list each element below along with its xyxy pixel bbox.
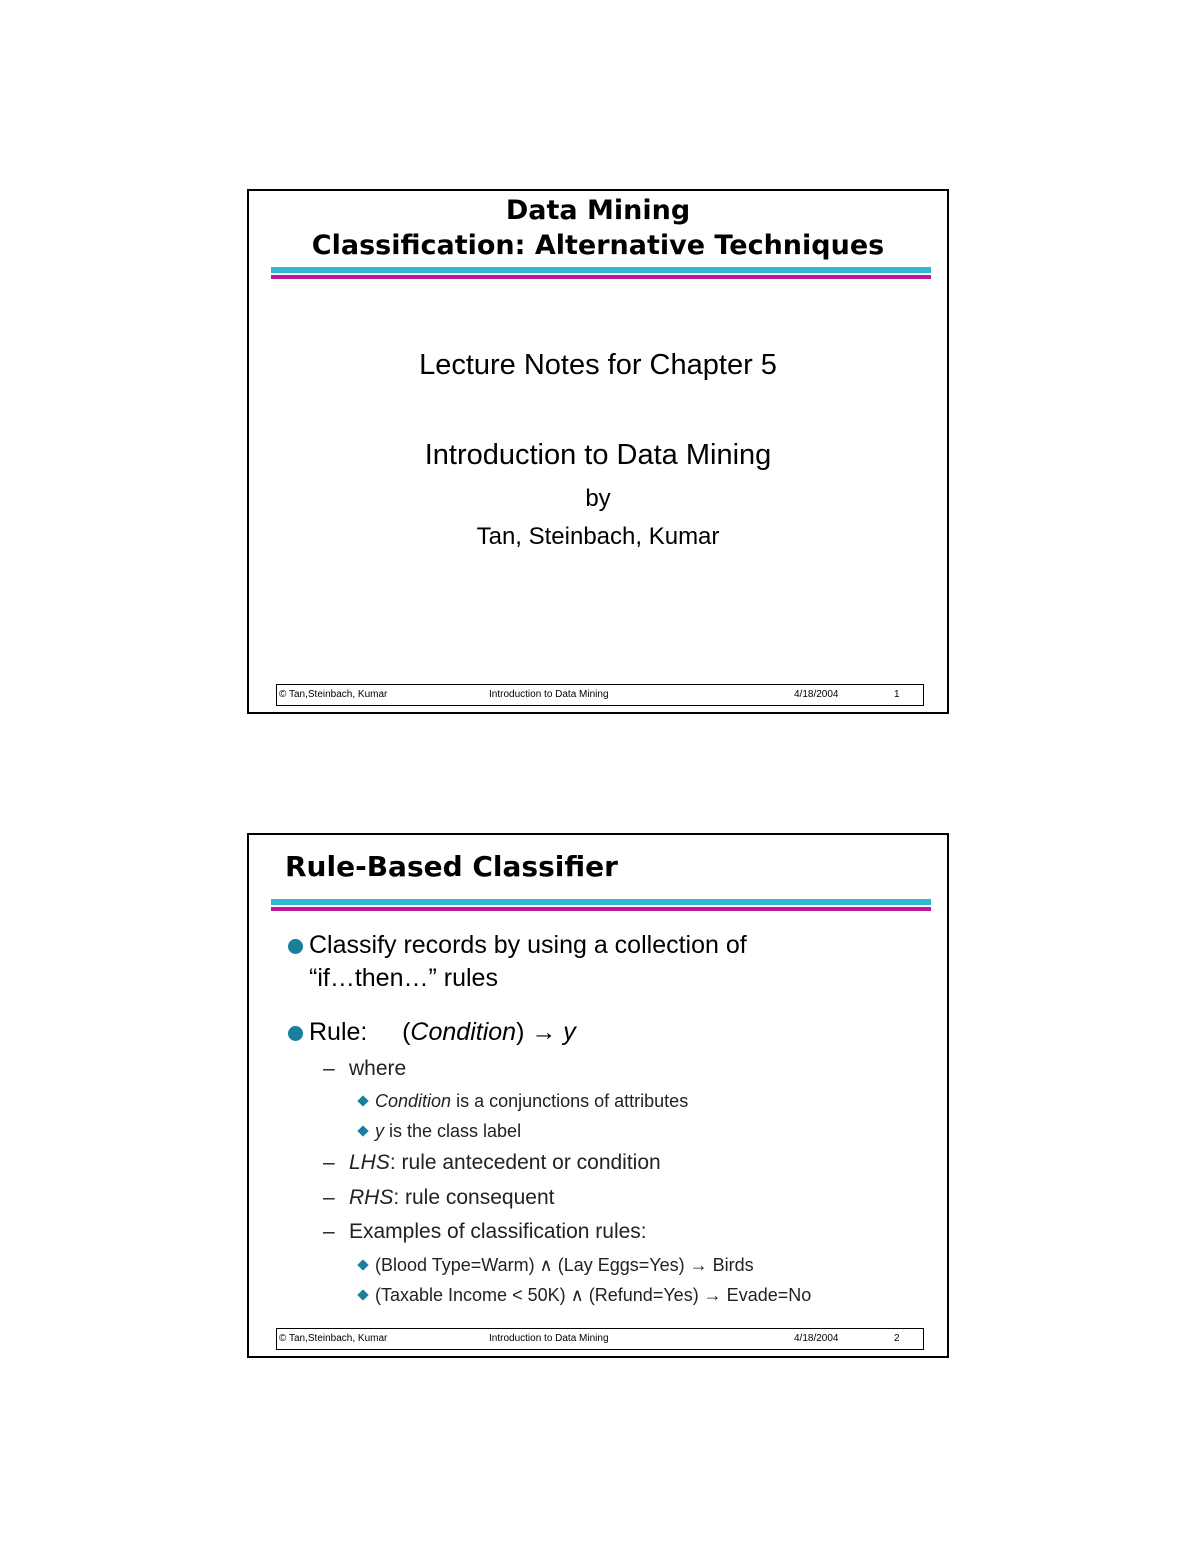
lhs-item: – LHS: rule antecedent or condition (323, 1151, 661, 1174)
slide-footer (276, 1328, 924, 1350)
example-2-text: (Taxable Income < 50K) ∧ (Refund=Yes) → Evade=No (375, 1285, 812, 1305)
slide-1-title-line1: Data Mining (505, 195, 691, 226)
authors: Tan, Steinbach, Kumar (476, 523, 720, 550)
y-item (359, 1119, 521, 1143)
bullet-classify-line1: Classify records by using a collection of (309, 931, 747, 959)
examples-text: Examples of classification rules: (349, 1220, 647, 1243)
slide-2-title: Rule-Based Classifier (285, 850, 618, 883)
diamond-bullet-icon (357, 1125, 368, 1136)
condition-item (359, 1089, 688, 1113)
rhs-term: RHS (349, 1186, 394, 1209)
footer-page-number: 2 (894, 1333, 900, 1344)
example-1 (359, 1253, 754, 1277)
lecture-subtitle: Lecture Notes for Chapter 5 (419, 349, 777, 381)
footer-date: 4/18/2004 (794, 1333, 839, 1344)
example-2 (359, 1283, 811, 1307)
bullet-dot-icon (288, 1026, 303, 1041)
slide-1-title-line2: Classification: Alternative Techniques (311, 230, 885, 261)
rule-y: y (563, 1018, 576, 1046)
condition-desc: is a conjunctions of attributes (451, 1091, 689, 1111)
slide-2 (247, 833, 949, 1358)
where-item: – where (323, 1057, 407, 1080)
rhs-item: – RHS: rule consequent (323, 1186, 555, 1209)
example-1-text: (Blood Type=Warm) ∧ (Lay Eggs=Yes) → Birds (375, 1255, 754, 1275)
examples-item: – Examples of classification rules: (323, 1220, 647, 1243)
footer-date: 4/18/2004 (794, 689, 839, 700)
where-text: where (349, 1057, 407, 1080)
title-rule (271, 267, 931, 279)
diamond-bullet-icon (357, 1289, 368, 1300)
diamond-bullet-icon (357, 1095, 368, 1106)
rule-arrow: ) → (516, 1018, 564, 1046)
condition-term: Condition (375, 1091, 452, 1111)
y-desc: is the class label (384, 1121, 522, 1141)
y-term: y (375, 1121, 384, 1141)
footer-copyright: © Tan,Steinbach, Kumar (279, 689, 388, 700)
lhs-term: LHS (349, 1151, 390, 1174)
rhs-desc: : rule consequent (393, 1186, 555, 1209)
footer-book: Introduction to Data Mining (489, 689, 609, 700)
diamond-bullet-icon (357, 1259, 368, 1270)
slide-1 (247, 189, 949, 714)
bullet-classify-line2: “if…then…” rules (309, 964, 498, 992)
by-label: by (585, 485, 611, 512)
rule-formula (309, 1016, 576, 1049)
bullet-dot-icon (288, 939, 303, 954)
slide-footer (276, 684, 924, 706)
footer-page-number: 1 (894, 689, 900, 700)
book-title: Introduction to Data Mining (424, 439, 772, 471)
footer-book: Introduction to Data Mining (489, 1333, 609, 1344)
footer-copyright: © Tan,Steinbach, Kumar (279, 1333, 388, 1344)
rule-prefix: Rule: ( (309, 1018, 411, 1046)
rule-condition: Condition (410, 1018, 517, 1046)
title-rule (271, 899, 931, 911)
lhs-desc: : rule antecedent or condition (389, 1151, 661, 1174)
